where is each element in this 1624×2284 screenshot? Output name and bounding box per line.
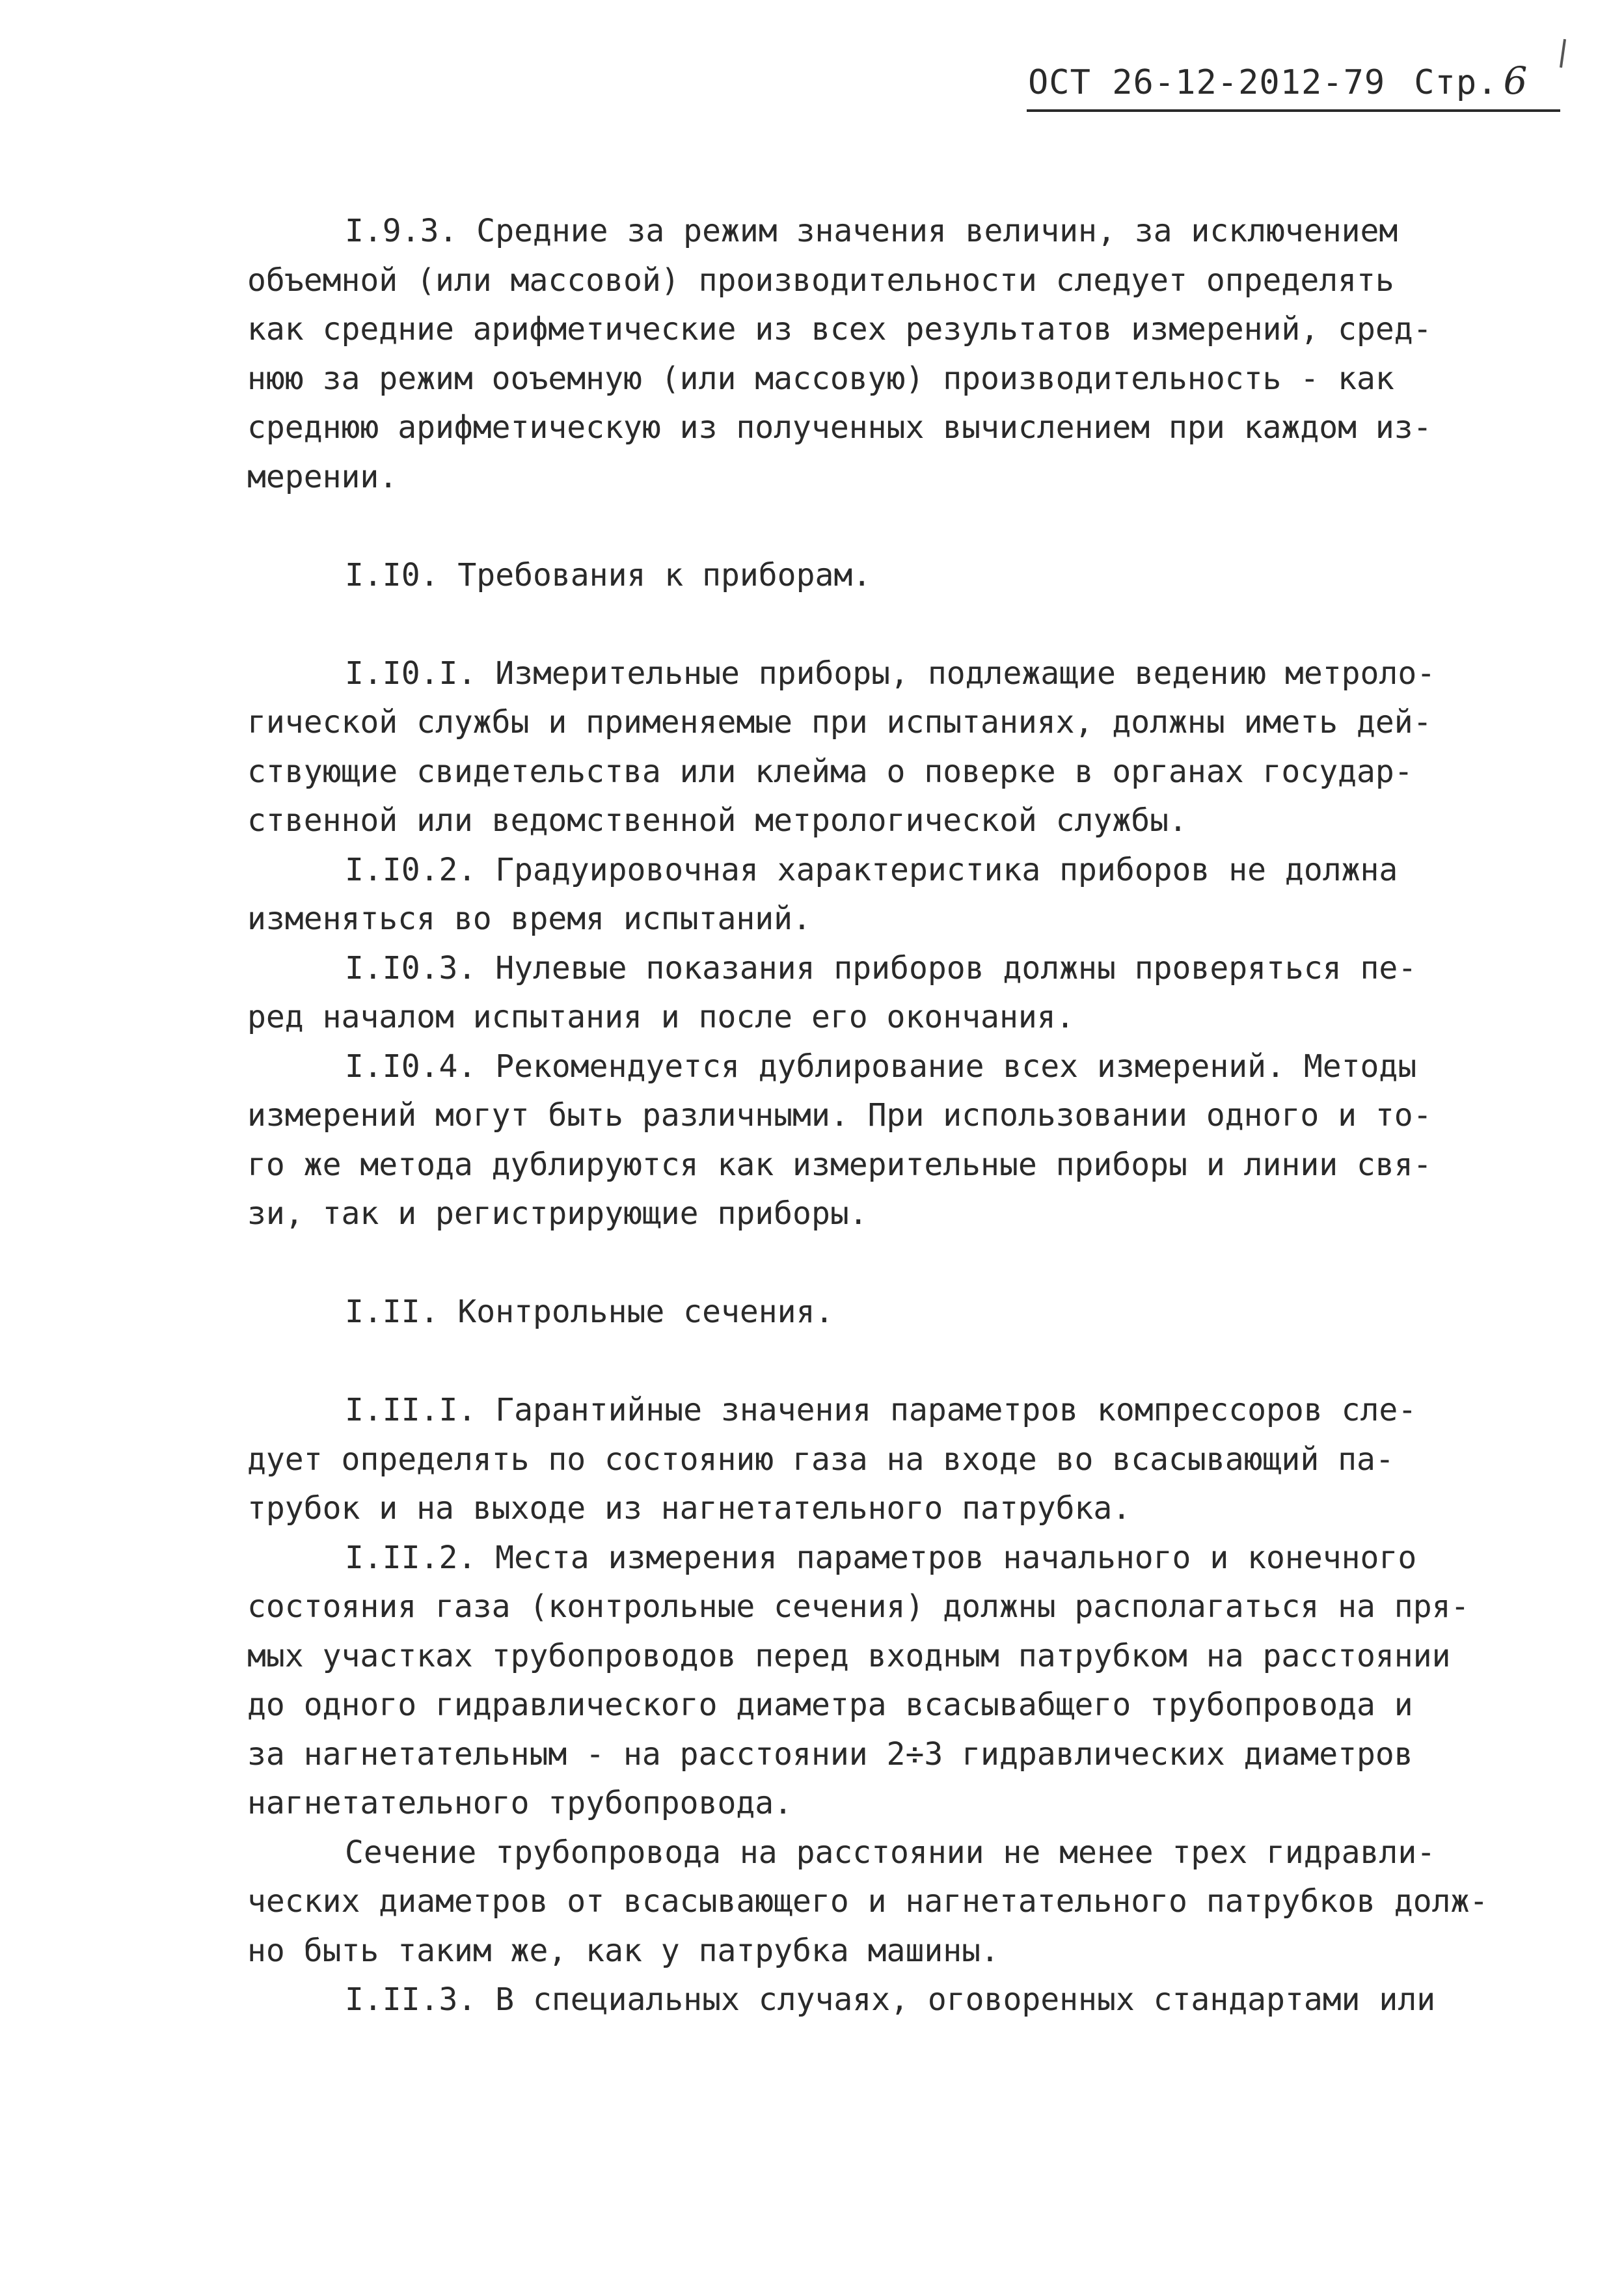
text-line: I.II.I. Гарантийные значения параметров компрессоров сле-: [345, 1392, 1417, 1428]
page-header: [1028, 59, 1562, 111]
document-body: [247, 207, 1614, 2025]
text-line: ред началом испытания и после его окончания.: [247, 999, 1075, 1035]
text-line: измерений могут быть различными. При использовании одного и то-: [247, 1097, 1432, 1134]
text-line: I.I0.3. Нулевые показания приборов должны проверяться пе-: [345, 949, 1417, 986]
text-line: дует определять по состоянию газа на входе во всасывающий па-: [247, 1441, 1394, 1478]
text-line: но быть таким же, как у патрубка машины.: [247, 1932, 999, 1969]
text-line: ственной или ведомственной метрологической службы.: [247, 802, 1187, 839]
text-line: I.I0.2. Градуировочная характеристика приборов не должна: [345, 851, 1398, 888]
text-line: трубок и на выходе из нагнетательного патрубка.: [247, 1490, 1131, 1527]
text-line: до одного гидравлического диаметра всасывабщего трубопровода и: [247, 1687, 1413, 1723]
text-line: состояния газа (контрольные сечения) должны располагаться на пря-: [247, 1588, 1470, 1625]
text-line: ческих диаметров от всасывающего и нагнетательного патрубков долж-: [247, 1883, 1489, 1920]
text-line: изменяться во время испытаний.: [247, 901, 811, 937]
section-heading: I.II. Контрольные сечения.: [345, 1294, 834, 1330]
text-line: I.I0.I. Измерительные приборы, подлежащие ведению метроло-: [345, 655, 1436, 692]
text-line: среднюю арифметическую из полученных вычислением при каждом из-: [247, 409, 1432, 446]
text-line: гической службы и применяемые при испытаниях, должны иметь дей-: [247, 704, 1432, 741]
header-underline: [1027, 109, 1560, 112]
text-line: I.II.3. В специальных случаях, оговоренных стандартами или: [345, 1981, 1436, 2018]
text-line: ствующие свидетельства или клейма о поверке в органах государ-: [247, 753, 1413, 790]
text-line: как средние арифметические из всех результатов измерений, сред-: [247, 311, 1432, 347]
text-line: за нагнетательным - на расстоянии 2÷3 гидравлических диаметров: [247, 1735, 1413, 1773]
page-label: Стр.: [1414, 63, 1498, 102]
text-line: I.II.2. Места измерения параметров начального и конечного: [345, 1539, 1417, 1576]
text-line: Сечение трубопровода на расстоянии не менее трех гидравли-: [345, 1834, 1436, 1871]
text-line: мых участках трубопроводов перед входным патрубком на расстоянии: [247, 1637, 1451, 1674]
text-line: зи, так и регистрирующие приборы.: [247, 1195, 868, 1232]
text-line: нагнетательного трубопровода.: [247, 1785, 793, 1821]
text-line: го же метода дублируются как измерительные приборы и линии свя-: [247, 1146, 1432, 1183]
text-line: мерении.: [247, 458, 398, 495]
page-number: 6: [1503, 59, 1528, 103]
text-line: I.I0.4. Рекомендуется дублирование всех измерений. Методы: [345, 1048, 1417, 1085]
text-line: объемной (или массовой) производительности следует определять: [247, 262, 1394, 299]
section-heading: I.I0. Требования к приборам.: [345, 556, 872, 593]
document-code: ОСТ 26-12-2012-79: [1028, 63, 1386, 102]
text-line: I.9.3. Средние за режим значения величин, за исключением: [345, 213, 1398, 249]
text-line: нюю за режим ооъемную (или массовую) производительность - как: [247, 360, 1394, 397]
